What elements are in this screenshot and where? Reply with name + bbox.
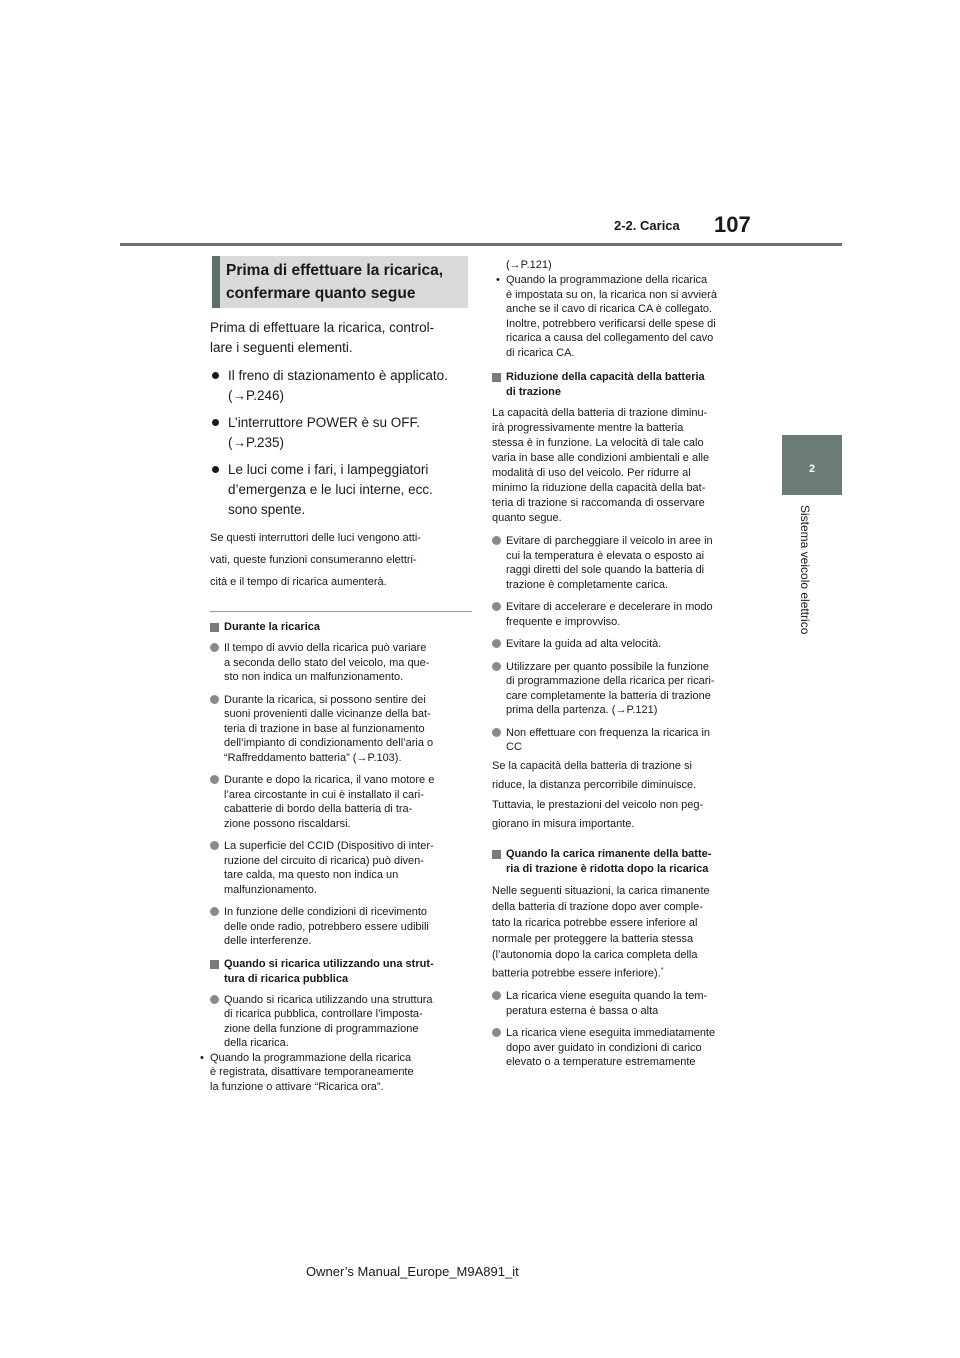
section-divider (210, 611, 472, 612)
intro-paragraph: Prima di effettuare la ricarica, control- lare i seguenti elementi. (210, 320, 435, 355)
subsection-title: Riduzione della capacità della batteria di trazione (492, 370, 756, 400)
footer-manual-id: Owner’s Manual_Europe_M9A891_it (306, 1264, 519, 1279)
note-item: Evitare la guida ad alta velocità. (492, 637, 756, 652)
circle-bullet-icon (210, 841, 219, 850)
note-item: Utilizzare per quanto possibile la funzione di programmazione della ricarica per ricari- care completamente la batteria di trazione prima della partenza. (→P.121) (492, 660, 756, 718)
paragraph: Se la capacità della batteria di trazione si riduce, la distanza percorribile diminuisce. Tuttavia, le prestazioni del veicolo non peg- giorano in misura importante. (492, 759, 704, 830)
circle-bullet-icon (492, 991, 501, 1000)
check-item: Le luci come i fari, i lampeggiatori d’emergenza e le luci interne, ecc. sono spente. (210, 460, 472, 520)
subsection-title: Durante la ricarica (210, 620, 472, 635)
circle-bullet-icon (210, 695, 219, 704)
bullet-icon (212, 466, 219, 473)
lights-note: Se questi interruttori delle luci vengono atti- vati, queste funzioni consumeranno elettri- cità e il tempo di ricarica aumenterà. (210, 532, 421, 588)
subsection-title: Quando si ricarica utilizzando una strut- tura di ricarica pubblica (210, 957, 472, 987)
square-bullet-icon (210, 960, 219, 969)
note-item: Non effettuare con frequenza la ricarica in CC (492, 726, 756, 755)
bullet-icon (212, 419, 219, 426)
paragraph: Nelle seguenti situazioni, la carica rimanente della batteria di trazione dopo aver comple- tato la ricarica potrebbe essere inferiore al normale per proteggere la batteria stessa (l’autonomia dopo la carica completa della batteria potrebbe essere inferiore).* (492, 884, 710, 980)
page-reference: (→P.121) (506, 259, 552, 271)
page-number: 107 (714, 212, 751, 237)
circle-bullet-icon (210, 775, 219, 784)
circle-bullet-icon (210, 907, 219, 916)
check-item: Il freno di stazionamento è applicato. (→P.246) (210, 366, 472, 406)
note-item: Il tempo di avvio della ricarica può variare a seconda dello stato del veicolo, ma que- sto non indica un malfunzionamento. (210, 641, 472, 685)
dot-bullet-icon: • (200, 1051, 204, 1064)
circle-bullet-icon (492, 662, 501, 671)
note-item: La ricarica viene eseguita immediatamente dopo aver guidato in condizioni di carico elevato o a temperature estremamente (492, 1026, 756, 1070)
paragraph: La capacità della batteria di trazione diminu- irà progressivamente mentre la batteria stessa è in funzione. La velocità di tale calo varia in base alle condizioni ambientali e alle modalità di uso del veicolo. Per ridurre al minimo la riduzione della capacità della bat- teria di trazione si raccomanda di osservare quanto segue. (492, 407, 710, 524)
header-rule (120, 243, 842, 246)
circle-bullet-icon (210, 995, 219, 1004)
note-item: La ricarica viene eseguita quando la tem- peratura esterna è bassa o alta (492, 989, 756, 1018)
footnote-marker: * (660, 966, 664, 974)
square-bullet-icon (492, 850, 501, 859)
bullet-icon (212, 372, 219, 379)
circle-bullet-icon (210, 643, 219, 652)
circle-bullet-icon (492, 602, 501, 611)
dot-bullet-icon: • (496, 274, 500, 286)
circle-bullet-icon (492, 728, 501, 737)
section-title-line: Prima di effettuare la ricarica, (226, 262, 444, 279)
note-item: Durante la ricarica, si possono sentire dei suoni provenienti dalle vicinanze della bat- teria di trazione in base al funzionamento dell’impianto di condizionamento dell’aria o “Raffreddamento batteria” (→P.103). (210, 693, 472, 766)
circle-bullet-icon (492, 1028, 501, 1037)
note-item: In funzione delle condizioni di ricevimento delle onde radio, potrebbero essere udibili delle interferenze. (210, 905, 472, 949)
chapter-title: Sistema veicolo elettrico (798, 505, 812, 635)
check-item: L’interruttore POWER è su OFF. (→P.235) (210, 413, 472, 453)
sub-bullet-item: • Quando la programmazione della ricarica è impostata su on, la ricarica non si avvierà anche se il cavo di ricarica CA è collegato. Inoltre, potrebbero verificarsi delle spese di ricarica a causa del collegamento del cavo di ricarica CA. (496, 274, 717, 359)
circle-bullet-icon (492, 639, 501, 648)
right-column (492, 258, 756, 1078)
section-title-line: confermare quanto segue (226, 285, 416, 302)
square-bullet-icon (210, 623, 219, 632)
note-item: La superficie del CCID (Dispositivo di inter- ruzione del circuito di ricarica) può diven- tare calda, ma questo non indica un malfunzionamento. (210, 839, 472, 897)
section-title-box (212, 256, 468, 308)
note-item: Evitare di accelerare e decelerare in modo frequente e improvviso. (492, 600, 756, 629)
note-item: Durante e dopo la ricarica, il vano motore e l’area circostante in cui è installato il cari- cabatterie di bordo della batteria di tra- zione possono riscaldarsi. (210, 773, 472, 831)
sub-bullet-item: • Quando la programmazione della ricarica è registrata, disattivare temporaneamente la funzione o attivare “Ricarica ora”. (200, 1051, 414, 1093)
circle-bullet-icon (492, 536, 501, 545)
left-column (200, 318, 472, 1100)
subsection-title: Quando la carica rimanente della batte- ria di trazione è ridotta dopo la ricarica (492, 847, 756, 877)
note-item: Evitare di parcheggiare il veicolo in aree in cui la temperatura è elevata o esposto ai raggi diretti del sole quando la batteria di trazione è completamente carica. (492, 534, 756, 592)
chapter-number: 2 (808, 463, 816, 475)
square-bullet-icon (492, 373, 501, 382)
note-item: Quando si ricarica utilizzando una struttura di ricarica pubblica, controllare l’imposta- zione della funzione di programmazione della ricarica. (210, 993, 472, 1051)
section-label: 2-2. Carica (614, 218, 680, 233)
